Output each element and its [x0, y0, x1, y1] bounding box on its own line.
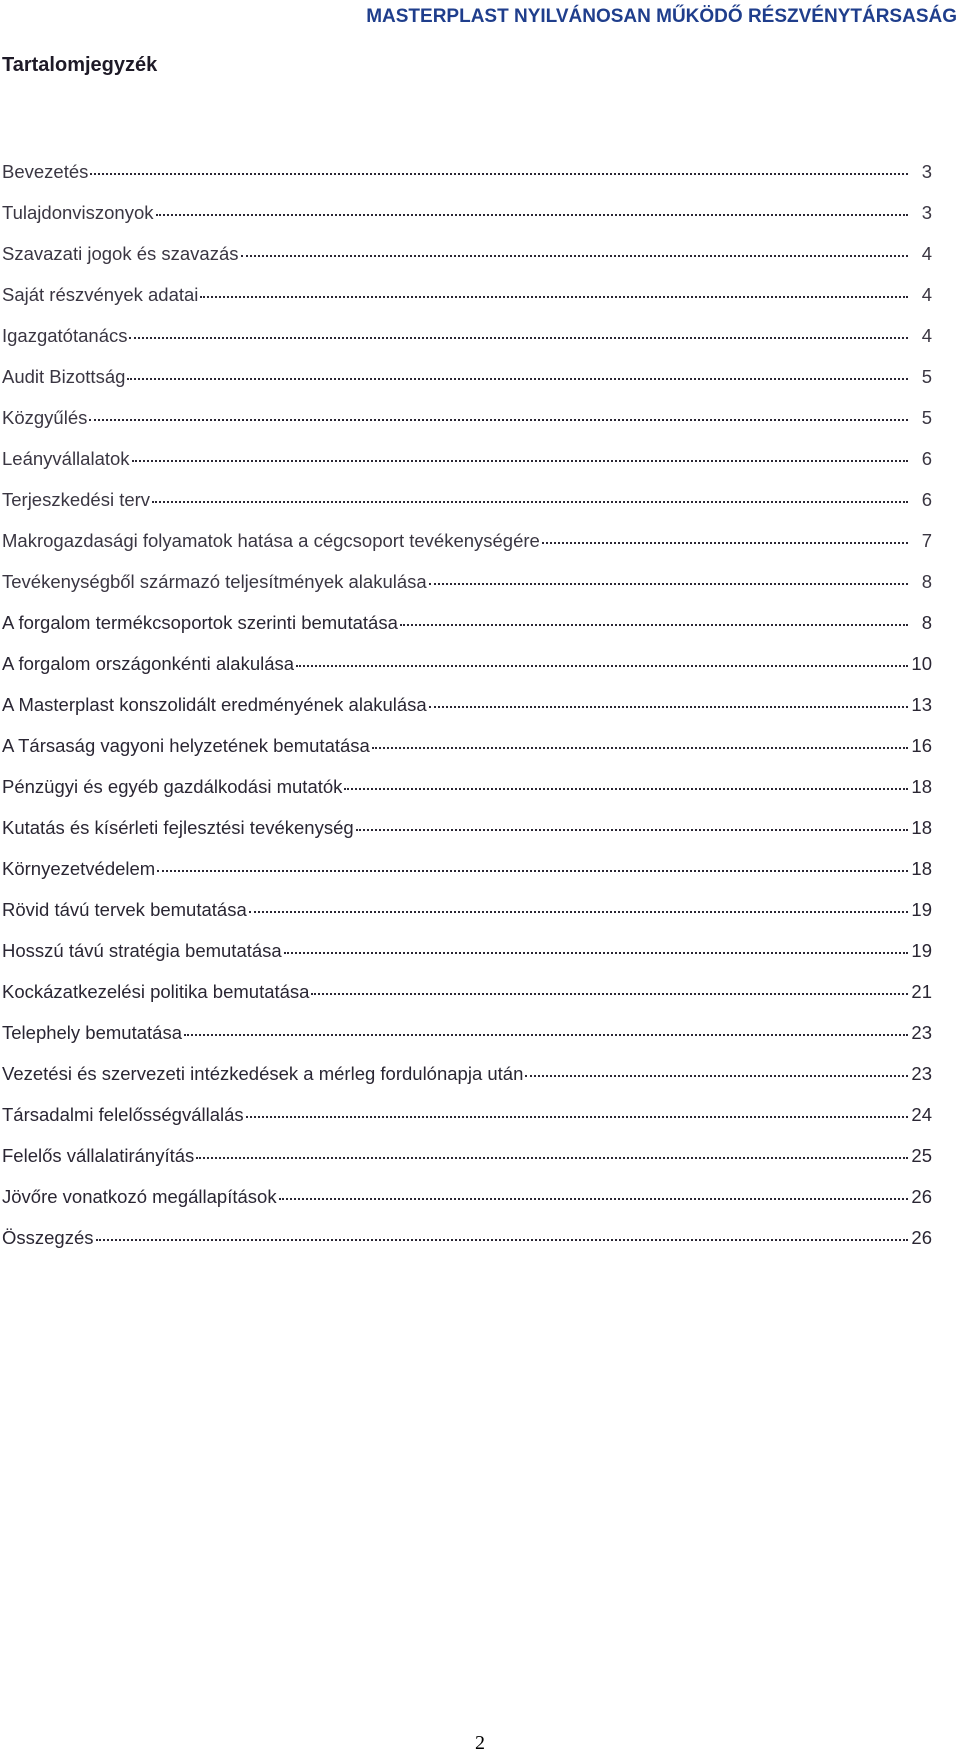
toc-entry-title: Tevékenységből származó teljesítmények alakulása	[2, 571, 427, 592]
toc-entry-page: 18	[911, 776, 932, 797]
toc-entry-page: 4	[921, 284, 932, 305]
toc-entry-title: Társadalmi felelősségvállalás	[2, 1104, 244, 1125]
toc-dot-leader	[129, 337, 908, 339]
toc-entry-page: 21	[911, 981, 932, 1002]
toc-entry-page: 8	[921, 571, 932, 592]
toc-dot-leader	[429, 583, 908, 585]
toc-dot-leader	[296, 665, 908, 667]
toc-dot-leader	[90, 173, 908, 175]
toc-entry-page: 4	[921, 325, 932, 346]
toc-entry[interactable]	[2, 735, 932, 776]
toc-entry-title: A forgalom termékcsoportok szerinti bemutatása	[2, 612, 398, 633]
toc-entry[interactable]	[2, 448, 932, 489]
toc-entry-page: 19	[911, 899, 932, 920]
toc-entry-page: 5	[921, 366, 932, 387]
toc-entry[interactable]	[2, 858, 932, 899]
toc-entry[interactable]	[2, 1227, 932, 1268]
toc-entry[interactable]	[2, 694, 932, 735]
toc-entry-title: A Masterplast konszolidált eredményének alakulása	[2, 694, 427, 715]
toc-entry-page: 16	[911, 735, 932, 756]
toc-entry-page: 13	[911, 694, 932, 715]
toc-entry[interactable]	[2, 1145, 932, 1186]
toc-entry-page: 10	[911, 653, 932, 674]
toc-entry[interactable]	[2, 1022, 932, 1063]
toc-entry[interactable]	[2, 161, 932, 202]
toc-entry-page: 18	[911, 817, 932, 838]
toc-entry[interactable]	[2, 981, 932, 1022]
toc-entry-page: 23	[911, 1022, 932, 1043]
toc-entry-page: 3	[921, 202, 932, 223]
toc-entry-page: 23	[911, 1063, 932, 1084]
toc-dot-leader	[96, 1239, 908, 1241]
toc-dot-leader	[157, 870, 908, 872]
toc-dot-leader	[249, 911, 908, 913]
toc-dot-leader	[152, 501, 908, 503]
toc-dot-leader	[200, 296, 908, 298]
toc-entry-title: Igazgatótanács	[2, 325, 128, 346]
toc-dot-leader	[89, 419, 908, 421]
toc-entry[interactable]	[2, 776, 932, 817]
toc-entry-title: Jövőre vonatkozó megállapítások	[2, 1186, 277, 1207]
toc-entry[interactable]	[2, 612, 932, 653]
toc-entry-title: Szavazati jogok és szavazás	[2, 243, 239, 264]
toc-entry-title: Közgyűlés	[2, 407, 88, 428]
toc-entry-title: Felelős vállalatirányítás	[2, 1145, 195, 1166]
toc-entry[interactable]	[2, 407, 932, 448]
toc-dot-leader	[356, 829, 908, 831]
toc-entry[interactable]	[2, 1063, 932, 1104]
toc-entry-title: Pénzügyi és egyéb gazdálkodási mutatók	[2, 776, 343, 797]
toc-entry-title: A forgalom országonkénti alakulása	[2, 653, 295, 674]
toc-entry[interactable]	[2, 325, 932, 366]
toc-entry-page: 6	[921, 489, 932, 510]
toc-dot-leader	[311, 993, 908, 995]
toc-entry-title: Összegzés	[2, 1227, 94, 1248]
page-number: 2	[475, 1732, 485, 1754]
toc-entry-page: 26	[911, 1186, 932, 1207]
toc-entry-title: Leányvállalatok	[2, 448, 130, 469]
toc-entry-page: 8	[921, 612, 932, 633]
toc-dot-leader	[196, 1157, 908, 1159]
toc-dot-leader	[184, 1034, 908, 1036]
toc-entry-title: A Társaság vagyoni helyzetének bemutatása	[2, 735, 370, 756]
toc-entry[interactable]	[2, 243, 932, 284]
toc-entry-title: Rövid távú tervek bemutatása	[2, 899, 247, 920]
toc-entry-page: 4	[921, 243, 932, 264]
toc-entry[interactable]	[2, 489, 932, 530]
toc-dot-leader	[400, 624, 908, 626]
toc-entry[interactable]	[2, 817, 932, 858]
toc-entry-title: Kockázatkezelési politika bemutatása	[2, 981, 310, 1002]
toc-entry-title: Saját részvények adatai	[2, 284, 199, 305]
toc-entry[interactable]	[2, 940, 932, 981]
toc-dot-leader	[127, 378, 908, 380]
toc-entry[interactable]	[2, 530, 932, 571]
toc-entry-page: 18	[911, 858, 932, 879]
toc-entry-title: Makrogazdasági folyamatok hatása a cégcsoport tevékenységére	[2, 530, 540, 551]
toc-entry-page: 25	[911, 1145, 932, 1166]
toc-dot-leader	[279, 1198, 908, 1200]
toc-entry-page: 24	[911, 1104, 932, 1125]
toc-dot-leader	[246, 1116, 908, 1118]
toc-entry-title: Bevezetés	[2, 161, 89, 182]
toc-entry-page: 5	[921, 407, 932, 428]
toc-entry[interactable]	[2, 366, 932, 407]
toc-entry-title: Audit Bizottság	[2, 366, 126, 387]
toc-dot-leader	[542, 542, 908, 544]
toc-dot-leader	[429, 706, 908, 708]
toc-entry-title: Hosszú távú stratégia bemutatása	[2, 940, 282, 961]
toc-entry-title: Terjeszkedési terv	[2, 489, 151, 510]
toc-entry-page: 7	[921, 530, 932, 551]
company-header: MASTERPLAST NYILVÁNOSAN MŰKÖDŐ RÉSZVÉNYTÁRSASÁG	[366, 6, 957, 27]
toc-entry[interactable]	[2, 284, 932, 325]
toc-entry-title: Vezetési és szervezeti intézkedések a mérleg fordulónapja után	[2, 1063, 524, 1084]
toc-entry[interactable]	[2, 899, 932, 940]
toc-entry[interactable]	[2, 571, 932, 612]
toc-entry-page: 3	[921, 161, 932, 182]
toc-entry-page: 26	[911, 1227, 932, 1248]
toc-entry[interactable]	[2, 1104, 932, 1145]
toc-dot-leader	[284, 952, 908, 954]
toc-dot-leader	[525, 1075, 908, 1077]
toc-entry[interactable]	[2, 202, 932, 243]
toc-entry-title: Telephely bemutatása	[2, 1022, 182, 1043]
toc-entry[interactable]	[2, 653, 932, 694]
toc-dot-leader	[156, 214, 908, 216]
toc-entry-title: Kutatás és kísérleti fejlesztési tevékenység	[2, 817, 354, 838]
toc-entry[interactable]	[2, 1186, 932, 1227]
toc-dot-leader	[372, 747, 908, 749]
toc-entry-page: 6	[921, 448, 932, 469]
toc-entry-title: Környezetvédelem	[2, 858, 156, 879]
toc-entry-title: Tulajdonviszonyok	[2, 202, 154, 223]
toc-dot-leader	[344, 788, 908, 790]
toc-dot-leader	[132, 460, 908, 462]
toc-entry-page: 19	[911, 940, 932, 961]
toc-dot-leader	[241, 255, 908, 257]
toc-heading: Tartalomjegyzék	[2, 54, 158, 76]
table-of-contents	[2, 161, 932, 1268]
